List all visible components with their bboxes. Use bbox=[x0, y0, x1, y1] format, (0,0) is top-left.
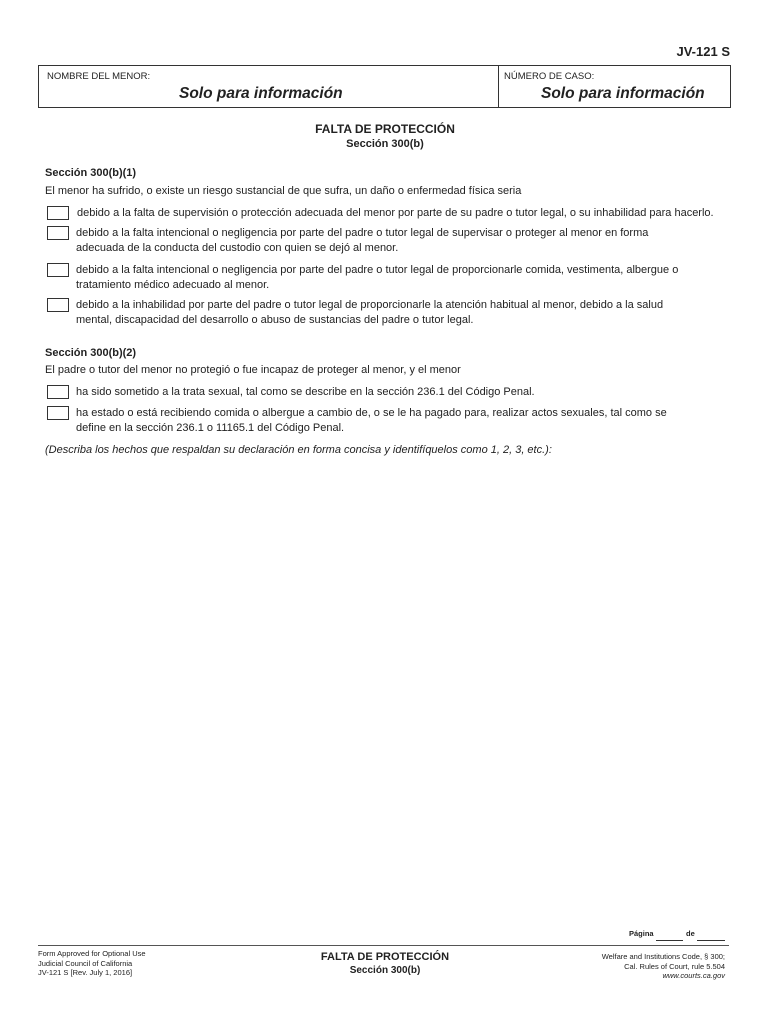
item-necessities bbox=[76, 263, 716, 293]
footer-citation-line: Cal. Rules of Court, rule 5.504 bbox=[624, 961, 725, 971]
footer-citation-line: Welfare and Institutions Code, § 300; bbox=[601, 952, 725, 961]
item-text-line: define en la sección 236.1 o 11165.1 del Código Penal. bbox=[76, 422, 345, 434]
item-sex-trafficking bbox=[76, 385, 716, 400]
total-pages-field[interactable] bbox=[697, 931, 725, 941]
item-text-line: debido a la falta intencional o negligencia por parte del padre o tutor legal de proporcionarle comida, vestimenta, albergue o bbox=[76, 264, 679, 276]
item-text-line: tratamiento médico adecuado al menor. bbox=[76, 279, 270, 291]
form-title: FALTA DE PROTECCIÓN bbox=[315, 122, 455, 136]
case-number-field[interactable]: Solo para información bbox=[541, 85, 705, 102]
footer-approval-line: Form Approved for Optional Use bbox=[38, 949, 146, 958]
item-custodian-conduct bbox=[76, 226, 716, 256]
footer-citations bbox=[529, 952, 725, 981]
section-2-heading: Sección 300(b)(2) bbox=[45, 347, 137, 359]
item-supervision bbox=[77, 206, 717, 221]
checkbox-sexual-acts[interactable] bbox=[47, 406, 69, 420]
child-name-field[interactable]: Solo para información bbox=[179, 85, 343, 102]
header-divider bbox=[498, 66, 499, 107]
section-1-intro: El menor ha sufrido, o existe un riesgo sustancial de que sufra, un daño o enfermedad física seria bbox=[45, 185, 522, 197]
item-inability-care bbox=[76, 298, 716, 328]
item-text-line: adecuada de la conducta del custodio con quien se dejó al menor. bbox=[76, 242, 399, 254]
description-text-area[interactable] bbox=[45, 462, 729, 917]
item-text-line: debido a la inhabilidad por parte del padre o tutor legal de proporcionarle la atención habitual al menor, debido a la salud bbox=[76, 299, 664, 311]
checkbox-sex-trafficking[interactable] bbox=[47, 385, 69, 399]
item-sexual-acts bbox=[76, 406, 716, 436]
footer-approval bbox=[38, 949, 146, 978]
item-text-line: debido a la falta intencional o negligencia por parte del padre o tutor legal de supervisar o proteger al menor en forma bbox=[76, 227, 649, 239]
footer-subtitle: Sección 300(b) bbox=[349, 965, 421, 976]
item-text-line: debido a la falta de supervisión o protección adecuada del menor por parte de su padre o tutor legal, o su inhabilidad para hacerlo. bbox=[77, 207, 714, 219]
item-text-line: ha sido sometido a la trata sexual, tal como se describe en la sección 236.1 del Código Penal. bbox=[76, 386, 535, 398]
checkbox-supervision[interactable] bbox=[47, 206, 69, 220]
form-number: JV-121 S bbox=[676, 44, 730, 59]
footer-title: FALTA DE PROTECCIÓN bbox=[320, 951, 450, 963]
item-text-line: ha estado o está recibiendo comida o albergue a cambio de, o se le ha pagado para, realizar actos sexuales, tal como se bbox=[76, 407, 667, 419]
section-2-intro: El padre o tutor del menor no protegió o fue incapaz de proteger al menor, y el menor bbox=[45, 364, 461, 376]
checkbox-inability-care[interactable] bbox=[47, 298, 69, 312]
description-instructions: (Describa los hechos que respaldan su declaración en forma concisa y identifíquelos como 1, 2, 3, etc.): bbox=[45, 444, 552, 456]
form-subtitle: Sección 300(b) bbox=[346, 138, 424, 150]
of-label: de bbox=[686, 929, 695, 938]
checkbox-necessities[interactable] bbox=[47, 263, 69, 277]
footer-approval-line: JV-121 S [Rev. July 1, 2016] bbox=[38, 968, 133, 977]
page-number-field[interactable] bbox=[656, 931, 683, 941]
page-label: Página bbox=[629, 929, 654, 938]
courts-website-link[interactable]: www.courts.ca.gov bbox=[662, 971, 725, 980]
checkbox-custodian-conduct[interactable] bbox=[47, 226, 69, 240]
footer-approval-line: Judicial Council of California bbox=[38, 958, 133, 968]
case-number-label: NÚMERO DE CASO: bbox=[504, 71, 595, 82]
case-header-box bbox=[38, 65, 731, 108]
footer-rule bbox=[38, 945, 729, 946]
item-text-line: mental, discapacidad del desarrollo o abuso de sustancias del padre o tutor legal. bbox=[76, 314, 474, 326]
child-name-label: NOMBRE DEL MENOR: bbox=[47, 71, 151, 82]
section-1-heading: Sección 300(b)(1) bbox=[45, 167, 137, 179]
